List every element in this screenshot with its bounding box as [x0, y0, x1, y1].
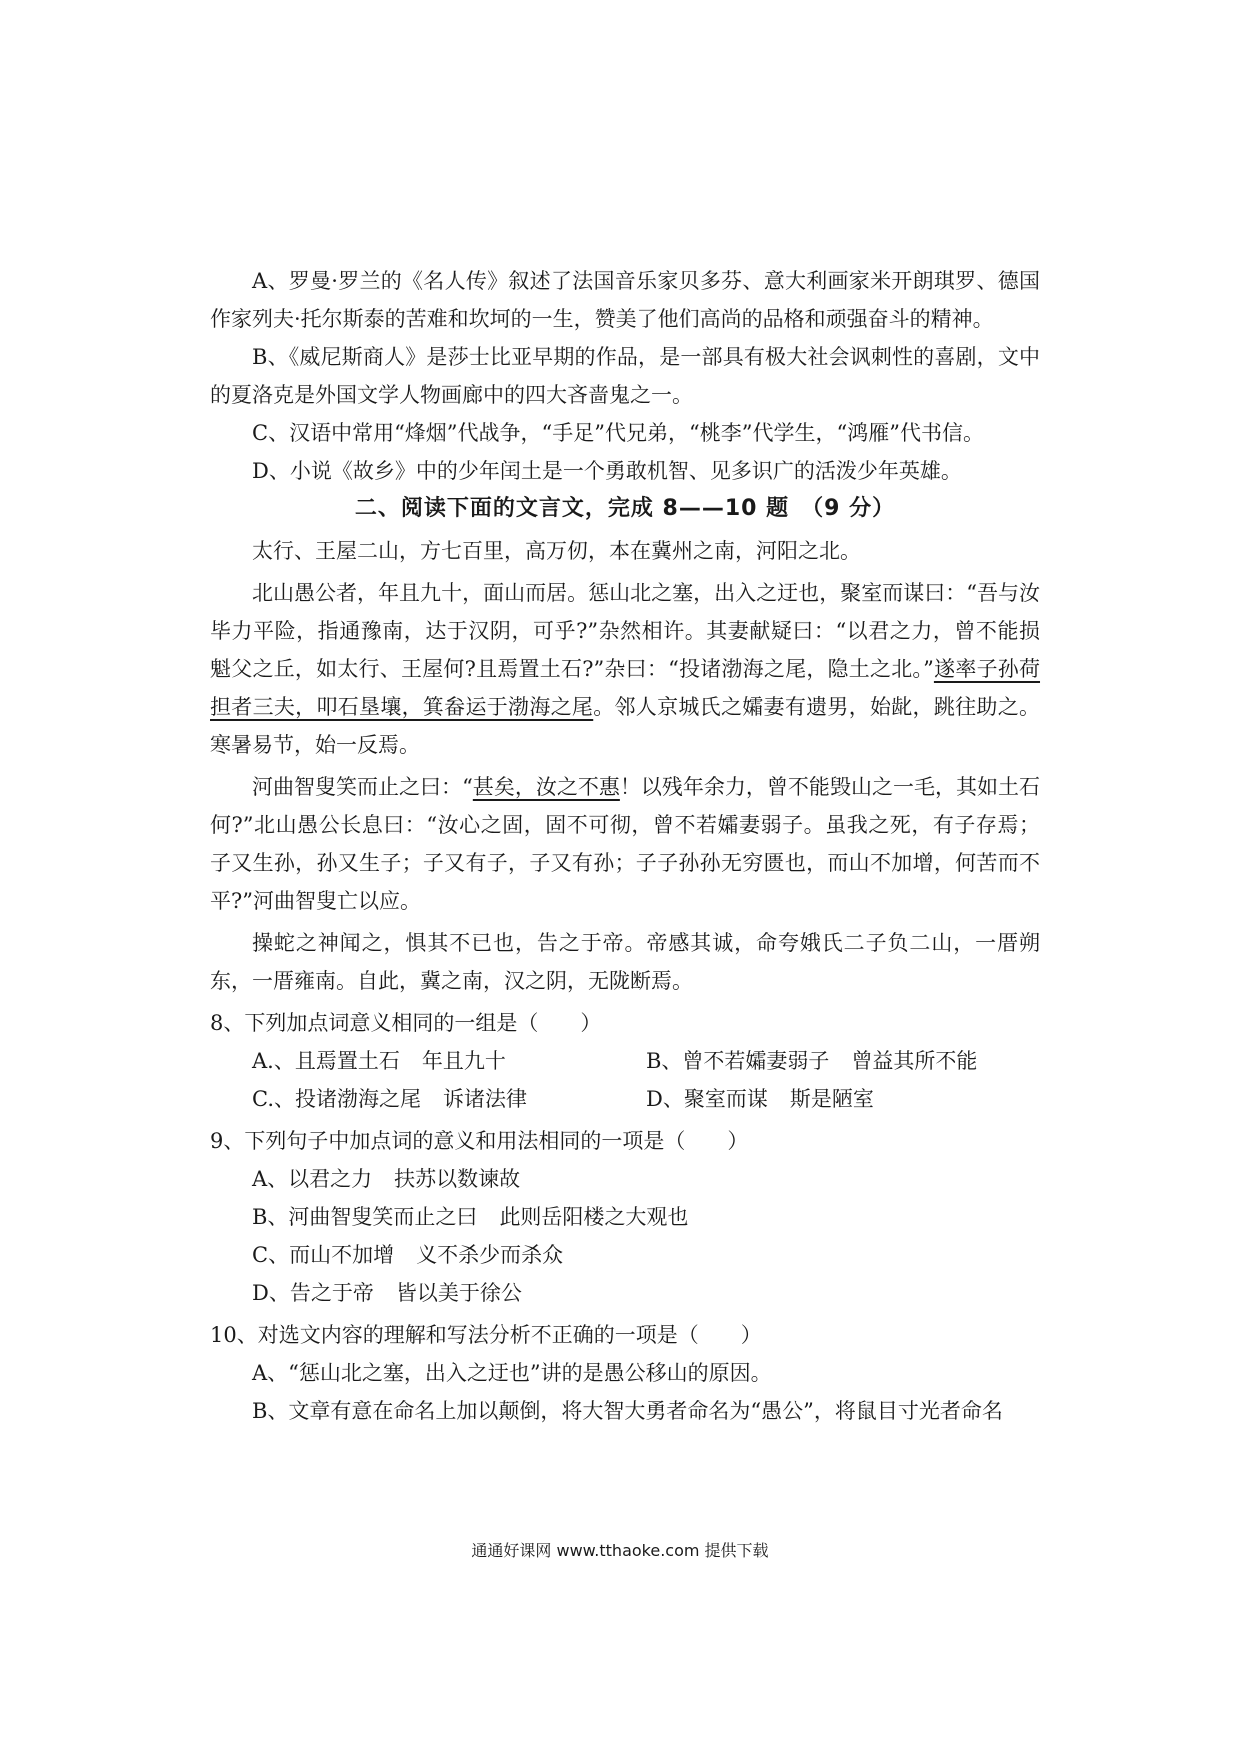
q9-c-phrase-1: C、而山不加增 — [252, 1243, 395, 1267]
question-8-row-2 — [210, 1080, 1040, 1118]
q9-d-phrase-1: D、告之于帝 — [252, 1281, 374, 1305]
q9-a-phrase-2: 扶苏以数谏故 — [394, 1167, 521, 1191]
passage-text: 北山愚公者，年且九十，面山而居。惩山北之塞，出入之迂也，聚室而谋曰：“吾与汝毕力平险，指通豫南，达于汉阴，可乎?”杂然相许。其妻献疑曰：“以君之力，曾不能损魁父之丘，如太行、王屋何?且焉置土石?”杂曰：“投诸渤海之尾，隐土之北。” — [210, 581, 1040, 681]
question-8-stem: 8、下列加点词意义相同的一组是（ ） — [210, 1011, 602, 1035]
q8-a-phrase-1: A.、且焉置土石 — [252, 1049, 400, 1073]
passage-text: 河曲智叟笑而止之曰：“ — [252, 775, 473, 799]
q8-option-b — [646, 1042, 1040, 1080]
q8-a-phrase-2: 年且九十 — [421, 1049, 506, 1073]
q9-option-c — [210, 1236, 1040, 1274]
q8-option-d — [646, 1080, 1040, 1118]
underlined-phrase: 甚矣，汝之不惠 — [472, 775, 620, 799]
option-d-prev: D、小说《故乡》中的少年闰土是一个勇敢机智、见多识广的活泼少年英雄。 — [252, 459, 962, 483]
question-10-stem: 10、对选文内容的理解和写法分析不正确的一项是（ ） — [210, 1323, 762, 1347]
q10-option-b: B、文章有意在命名上加以颠倒，将大智大勇者命名为“愚公”，将鼠目寸光者命名 — [252, 1399, 1003, 1423]
passage-paragraph-3 — [210, 768, 1040, 920]
option-b-prev: B、《威尼斯商人》是莎士比亚早期的作品，是一部具有极大社会讽刺性的喜剧，文中的夏洛克是外国文学人物画廊中的四大吝啬鬼之一。 — [210, 345, 1040, 407]
q9-b-phrase-1: B、河曲智叟笑而止之曰 — [252, 1205, 478, 1229]
q9-b-phrase-2: 此则岳阳楼之大观也 — [499, 1205, 689, 1229]
section-heading: 二、阅读下面的文言文，完成 8——10 题 （9 分） — [354, 496, 896, 521]
underlined-sentence: 遂率子孙荷担者三夫，叩石垦壤，箕畚运于渤海之尾 — [210, 657, 1041, 719]
q9-d-phrase-2: 皆以美于徐公 — [395, 1281, 522, 1305]
q10-option-a: A、“惩山北之塞，出入之迂也”讲的是愚公移山的原因。 — [252, 1361, 772, 1385]
q9-option-d — [210, 1274, 1040, 1312]
q9-option-b — [210, 1198, 1040, 1236]
passage-paragraph-4: 操蛇之神闻之，惧其不已也，告之于帝。帝感其诚，命夸娥氏二子负二山，一厝朔东，一厝雍南。自此，冀之南，汉之阴，无陇断焉。 — [210, 931, 1040, 993]
q9-a-phrase-1: A、以君之力 — [252, 1167, 373, 1191]
question-9-stem: 9、下列句子中加点词的意义和用法相同的一项是（ ） — [210, 1129, 749, 1153]
page-footer: 通通好课网 www.tthaoke.com 提供下载 — [471, 1541, 769, 1560]
q8-option-c — [252, 1080, 646, 1118]
q8-c-phrase-1: C.、投诸渤海之尾 — [252, 1087, 421, 1111]
q8-option-a — [252, 1042, 646, 1080]
passage-paragraph-1: 太行、王屋二山，方七百里，高万仞，本在冀州之南，河阳之北。 — [252, 539, 861, 563]
q9-option-a — [210, 1160, 1040, 1198]
question-8-row-1 — [210, 1042, 1040, 1080]
option-a-prev: A、罗曼·罗兰的《名人传》叙述了法国音乐家贝多芬、意大利画家米开朗琪罗、德国作家列夫·托尔斯泰的苦难和坎坷的一生，赞美了他们高尚的品格和顽强奋斗的精神。 — [210, 269, 1040, 331]
q8-b-phrase-2: 曾益其所不能 — [851, 1049, 978, 1073]
q8-d-phrase-1: D、聚室而谋 — [646, 1087, 768, 1111]
exam-page — [210, 262, 1040, 1430]
passage-text: ！以残年余力，曾不能毁山之一毛，其如土石何?”北山愚公长息曰：“汝心之固，固不可彻，曾不若孀妻弱子。虽我之死，有子存焉；子又生孙，孙又生子；子又有子，子又有孙；子子孙孙无穷匮也，而山不加增，何苦而不平?”河曲智叟亡以应。 — [210, 775, 1041, 913]
option-c-prev: C、汉语中常用“烽烟”代战争，“手足”代兄弟，“桃李”代学生，“鸿雁”代书信。 — [252, 421, 984, 445]
passage-paragraph-2 — [210, 574, 1040, 764]
passage-text: 。邻人京城氏之孀妻有遗男，始龀，跳往助之。寒暑易节，始一反焉。 — [210, 695, 1041, 757]
q8-d-phrase-2: 斯是陋室 — [789, 1087, 874, 1111]
q8-c-phrase-2: 诉诸法律 — [443, 1087, 527, 1111]
q8-b-phrase-1: B、曾不若孀妻弱子 — [646, 1049, 830, 1073]
q9-c-phrase-2: 义不杀少而杀众 — [416, 1243, 564, 1267]
